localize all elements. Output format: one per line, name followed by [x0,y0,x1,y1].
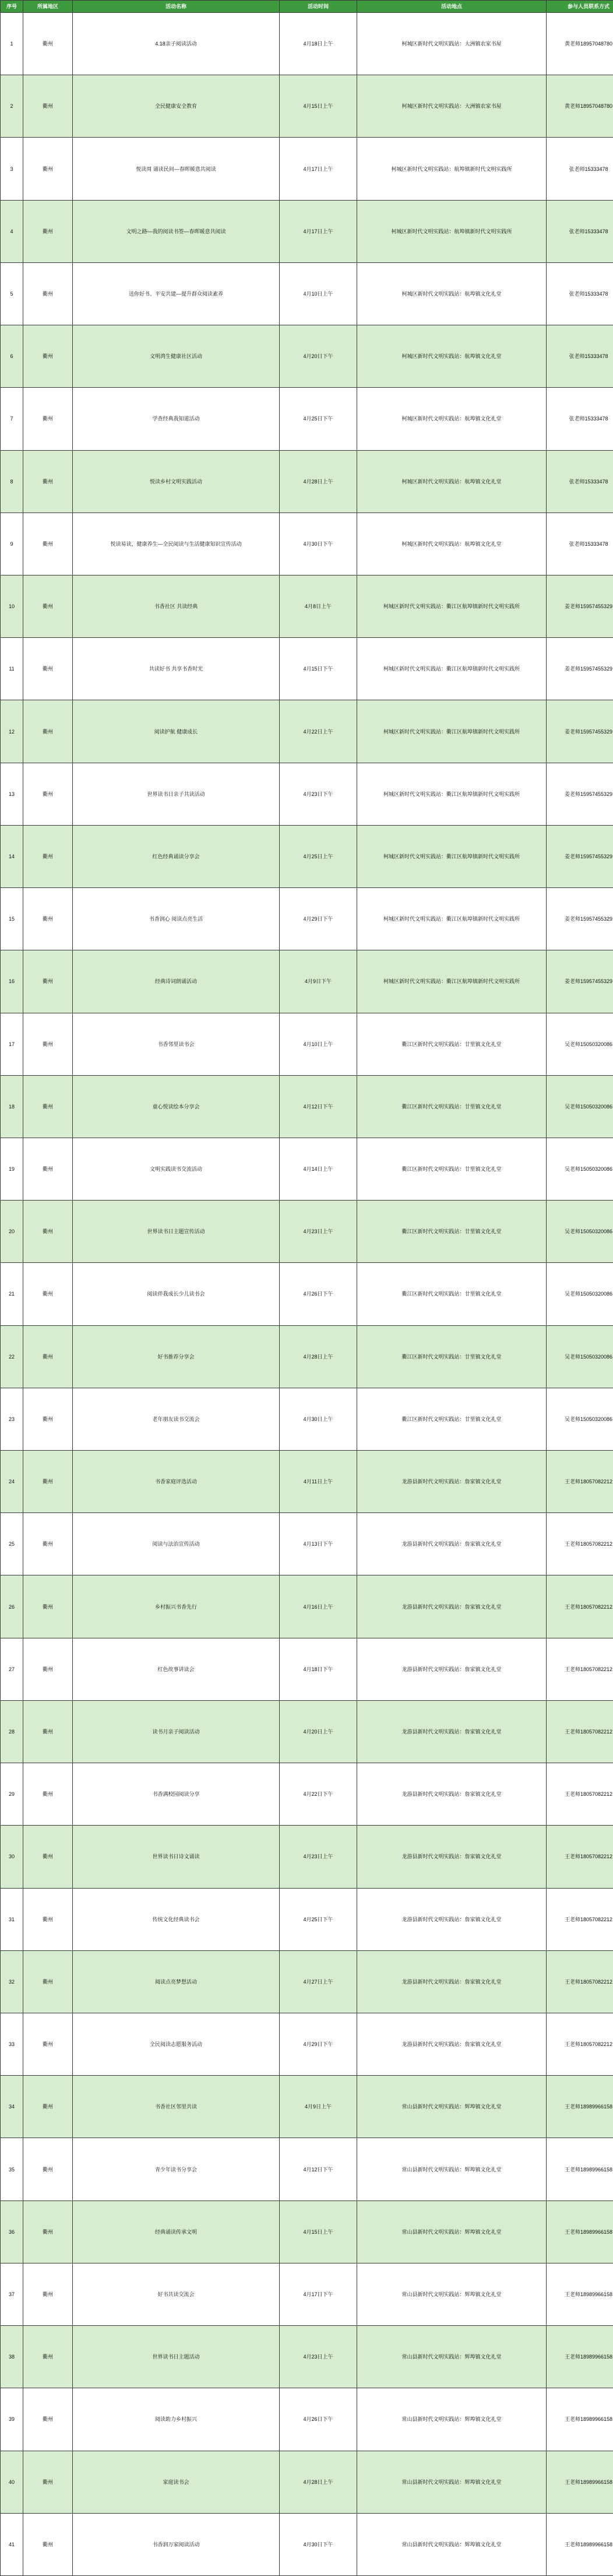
table-cell: 文明实践读书交流活动 [73,1138,280,1200]
table-cell: 吴老师15050320086 [547,1263,613,1325]
table-cell: 20 [1,1201,23,1263]
table-cell: 衢州 [23,138,73,200]
table-cell: 龙游县新时代文明实践站：詹家镇文化礼堂 [357,1638,547,1700]
table-cell: 衢州 [23,1826,73,1888]
table-cell: 衢州 [23,325,73,388]
table-cell: 4月13日下午 [280,1513,357,1575]
table-cell: 吴老师15050320086 [547,1138,613,1200]
table-cell: 4月14日上午 [280,1138,357,1200]
table-row [1,2076,613,2138]
table-cell: 7 [1,388,23,450]
table-cell: 姜老师15957455329 [547,638,613,700]
table-cell: 龙游县新时代文明实践站：詹家镇文化礼堂 [357,1700,547,1763]
table-cell: 柯城区新时代文明实践站：航埠镇新时代文明实践所 [357,200,547,262]
table-cell: 老年朋友读书交流会 [73,1388,280,1450]
table-row [1,1013,613,1075]
table-cell: 4 [1,200,23,262]
table-row [1,2326,613,2388]
table-row [1,2513,613,2575]
table-cell: 1 [1,13,23,75]
table-cell: 吴老师15050320086 [547,1388,613,1450]
table-cell: 王老师18057082212 [547,1451,613,1513]
table-cell: 衢州 [23,888,73,950]
table-cell: 张老师15333478 [547,138,613,200]
table-cell: 4月18日上午 [280,13,357,75]
table-cell: 红色故事讲读会 [73,1638,280,1700]
table-cell: 吴老师15050320086 [547,1201,613,1263]
table-row [1,2263,613,2325]
table-cell: 衢州 [23,1013,73,1075]
header-cell: 活动地点 [357,1,547,13]
table-cell: 红色经典诵读分享会 [73,825,280,887]
table-cell: 吴老师15050320086 [547,1075,613,1138]
table-cell: 37 [1,2263,23,2325]
table-cell: 世界读书日主题宣传活动 [73,1201,280,1263]
table-cell: 柯城区新时代文明实践站：大洲镇农家书屋 [357,13,547,75]
table-cell: 传统文化经典读书会 [73,1888,280,1950]
table-row [1,763,613,825]
table-cell: 4月25日上午 [280,825,357,887]
table-body [1,13,613,2576]
table-cell: 4月26日下午 [280,2388,357,2451]
table-cell: 衢州 [23,1575,73,1638]
table-cell: 衢州 [23,1888,73,1950]
table-cell: 4月30日下午 [280,513,357,575]
table-cell: 4月30日下午 [280,2513,357,2575]
table-cell: 王老师18989966158 [547,2263,613,2325]
table-cell: 4月29日下午 [280,2013,357,2076]
table-row [1,450,613,513]
table-cell: 书香家庭评选活动 [73,1451,280,1513]
table-cell: 衢州 [23,2201,73,2263]
table-cell: 衢江区新时代文明实践站：廿里镇文化礼堂 [357,1075,547,1138]
table-cell: 悦读周 诵读民间—春晖暖意共阅读 [73,138,280,200]
table-cell: 4月16日上午 [280,1575,357,1638]
table-cell: 衢州 [23,575,73,637]
table-cell: 衢州 [23,1201,73,1263]
table-cell: 王老师18989966158 [547,2388,613,2451]
table-cell: 衢江区新时代文明实践站：廿里镇文化礼堂 [357,1201,547,1263]
table-cell: 常山县新时代文明实践站：辉埠镇文化礼堂 [357,2451,547,2513]
table-cell: 书香满校园阅读分享 [73,1763,280,1826]
header-cell: 序号 [1,1,23,13]
table-header-row [1,1,613,13]
table-cell: 4月22日下午 [280,1763,357,1826]
table-cell: 8 [1,450,23,513]
table-cell: 4月28日上午 [280,1325,357,1388]
table-cell: 11 [1,638,23,700]
table-row [1,700,613,763]
table-cell: 4月12日下午 [280,1075,357,1138]
table-cell: 24 [1,1451,23,1513]
table-row [1,1388,613,1450]
table-row [1,1451,613,1513]
table-cell: 好书推荐分享会 [73,1325,280,1388]
table-cell: 4月23日上午 [280,1826,357,1888]
table-cell: 41 [1,2513,23,2575]
table-cell: 3 [1,138,23,200]
table-cell: 龙游县新时代文明实践站：詹家镇文化礼堂 [357,1950,547,2013]
table-cell: 4月26日下午 [280,1263,357,1325]
table-cell: 悦读乡村文明实践活动 [73,450,280,513]
table-cell: 4月23日上午 [280,2326,357,2388]
table-cell: 全民阅读志愿服务活动 [73,2013,280,2076]
table-row [1,1826,613,1888]
table-cell: 12 [1,700,23,763]
table-cell: 学查经典我知道活动 [73,388,280,450]
table-cell: 龙游县新时代文明实践站：詹家镇文化礼堂 [357,1826,547,1888]
table-cell: 22 [1,1325,23,1388]
table-cell: 龙游县新时代文明实践站：詹家镇文化礼堂 [357,2013,547,2076]
table-cell: 衢州 [23,388,73,450]
table-cell: 15 [1,888,23,950]
table-cell: 龙游县新时代文明实践站：詹家镇文化礼堂 [357,1888,547,1950]
table-cell: 柯城区新时代文明实践站：航埠镇新时代文明实践所 [357,138,547,200]
table-row [1,200,613,262]
table-cell: 柯城区新时代文明实践站：衢江区航埠镇新时代文明实践所 [357,638,547,700]
table-cell: 4月25日下午 [280,1888,357,1950]
table-cell: 世界读书日主题活动 [73,2326,280,2388]
table-cell: 衢州 [23,1263,73,1325]
header-cell: 参与人员联系方式 [547,1,613,13]
table-cell: 阅读点亮梦想活动 [73,1950,280,2013]
table-cell: 衢州 [23,2138,73,2201]
table-row [1,138,613,200]
table-cell: 衢州 [23,1763,73,1826]
table-cell: 读书月亲子阅读活动 [73,1700,280,1763]
table-cell: 阅读与法治宣传活动 [73,1513,280,1575]
table-cell: 柯城区新时代文明实践站：衢江区航埠镇新时代文明实践所 [357,888,547,950]
table-cell: 童心悦读绘本分享会 [73,1075,280,1138]
table-cell: 28 [1,1700,23,1763]
table-cell: 黄老师18957048780 [547,75,613,138]
table-cell: 衢江区新时代文明实践站：廿里镇文化礼堂 [357,1388,547,1450]
table-row [1,1700,613,1763]
table-cell: 衢江区新时代文明实践站：廿里镇文化礼堂 [357,1138,547,1200]
table-row [1,388,613,450]
table-cell: 衢州 [23,75,73,138]
table-cell: 衢州 [23,2513,73,2575]
table-cell: 柯城区新时代文明实践站：航埠镇文化礼堂 [357,450,547,513]
table-cell: 姜老师15957455329 [547,950,613,1013]
table-cell: 王老师18057082212 [547,1763,613,1826]
table-cell: 张老师15333478 [547,513,613,575]
table-cell: 共读好书 共享书香时光 [73,638,280,700]
table-cell: 衢州 [23,950,73,1013]
table-cell: 4.18亲子阅读活动 [73,13,280,75]
table-cell: 39 [1,2388,23,2451]
table-cell: 王老师18057082212 [547,1513,613,1575]
table-cell: 王老师18057082212 [547,1826,613,1888]
table-cell: 文明之路—我的阅读书签—春晖暖意共阅读 [73,200,280,262]
table-row [1,2138,613,2201]
table-row [1,75,613,138]
table-cell: 27 [1,1638,23,1700]
table-cell: 4月8日上午 [280,575,357,637]
table-cell: 柯城区新时代文明实践站：大洲镇农家书屋 [357,75,547,138]
table-row [1,825,613,887]
table-cell: 13 [1,763,23,825]
table-cell: 常山县新时代文明实践站：辉埠镇文化礼堂 [357,2138,547,2201]
table-row [1,575,613,637]
table-cell: 30 [1,1826,23,1888]
table-cell: 4月20日上午 [280,1700,357,1763]
table-cell: 26 [1,1575,23,1638]
table-cell: 常山县新时代文明实践站：辉埠镇文化礼堂 [357,2076,547,2138]
table-cell: 2 [1,75,23,138]
table-cell: 龙游县新时代文明实践站：詹家镇文化礼堂 [357,1513,547,1575]
table-cell: 6 [1,325,23,388]
table-row [1,1201,613,1263]
table-cell: 17 [1,1013,23,1075]
table-cell: 张老师15333478 [547,450,613,513]
table-cell: 龙游县新时代文明实践站：詹家镇文化礼堂 [357,1763,547,1826]
table-cell: 龙游县新时代文明实践站：詹家镇文化礼堂 [357,1575,547,1638]
table-cell: 王老师18989966158 [547,2451,613,2513]
table-cell: 吴老师15050320086 [547,1013,613,1075]
table-cell: 4月29日下午 [280,888,357,950]
table-cell: 25 [1,1513,23,1575]
table-cell: 4月10日上午 [280,1013,357,1075]
table-cell: 4月15日上午 [280,75,357,138]
table-cell: 衢江区新时代文明实践站：廿里镇文化礼堂 [357,1325,547,1388]
table-cell: 29 [1,1763,23,1826]
table-cell: 送你好书、平安共建—提升群众阅读素养 [73,262,280,325]
table-cell: 衢州 [23,1325,73,1388]
table-cell: 龙游县新时代文明实践站：詹家镇文化礼堂 [357,1451,547,1513]
table-cell: 王老师18989966158 [547,2076,613,2138]
table-cell: 衢州 [23,763,73,825]
table-cell: 10 [1,575,23,637]
table-cell: 柯城区新时代文明实践站：航埠镇文化礼堂 [357,388,547,450]
table-cell: 常山县新时代文明实践站：辉埠镇文化礼堂 [357,2326,547,2388]
table-cell: 4月10日上午 [280,262,357,325]
table-cell: 文明湾生健康社区活动 [73,325,280,388]
table-cell: 张老师15333478 [547,388,613,450]
table-cell: 衢州 [23,1638,73,1700]
table-cell: 衢江区新时代文明实践站：廿里镇文化礼堂 [357,1263,547,1325]
table-cell: 4月17日上午 [280,200,357,262]
table-cell: 4月17日上午 [280,138,357,200]
table-cell: 衢州 [23,2326,73,2388]
table-cell: 常山县新时代文明实践站：辉埠镇文化礼堂 [357,2388,547,2451]
table-cell: 悦读易读，健康养生—全民阅读与生活健康知识宣传活动 [73,513,280,575]
table-row [1,262,613,325]
table-cell: 书香润心 阅读点亮生活 [73,888,280,950]
table-cell: 衢州 [23,450,73,513]
table-cell: 书香润万家阅读活动 [73,2513,280,2575]
table-cell: 衢州 [23,638,73,700]
table-cell: 衢州 [23,1950,73,2013]
table-cell: 4月9日上午 [280,2076,357,2138]
table-row [1,2201,613,2263]
table-cell: 衢州 [23,2451,73,2513]
table-cell: 4月28日上午 [280,450,357,513]
table-cell: 姜老师15957455329 [547,575,613,637]
table-row [1,13,613,75]
table-row [1,638,613,700]
table-cell: 4月25日下午 [280,388,357,450]
table-cell: 王老师18057082212 [547,1950,613,2013]
table-cell: 阅读助力乡村振兴 [73,2388,280,2451]
table-cell: 常山县新时代文明实践站：辉埠镇文化礼堂 [357,2201,547,2263]
table-cell: 书香社区 共读经典 [73,575,280,637]
table-row [1,950,613,1013]
table-cell: 衢州 [23,1700,73,1763]
header-cell: 活动名称 [73,1,280,13]
table-cell: 4月15日下午 [280,638,357,700]
table-cell: 4月28日上午 [280,2451,357,2513]
header-cell: 活动时间 [280,1,357,13]
table-cell: 衢州 [23,1451,73,1513]
table-row [1,2013,613,2076]
table-cell: 19 [1,1138,23,1200]
table-cell: 衢州 [23,262,73,325]
table-cell: 书香邻里读书会 [73,1013,280,1075]
table-row [1,1950,613,2013]
table-cell: 衢州 [23,825,73,887]
table-cell: 经典诗词朗诵活动 [73,950,280,1013]
table-cell: 32 [1,1950,23,2013]
table-row [1,1513,613,1575]
table-row [1,513,613,575]
table-cell: 常山县新时代文明实践站：辉埠镇文化礼堂 [357,2263,547,2325]
table-cell: 4月12日下午 [280,2138,357,2201]
table-cell: 经典诵读传承文明 [73,2201,280,2263]
table-cell: 常山县新时代文明实践站：辉埠镇文化礼堂 [357,2513,547,2575]
table-cell: 王老师18057082212 [547,1700,613,1763]
header-cell: 所属地区 [23,1,73,13]
table-cell: 34 [1,2076,23,2138]
table-cell: 衢州 [23,2013,73,2076]
table-cell: 世界读书日亲子共读活动 [73,763,280,825]
table-cell: 衢州 [23,1138,73,1200]
table-cell: 衢江区新时代文明实践站：廿里镇文化礼堂 [357,1013,547,1075]
table-cell: 姜老师15957455329 [547,700,613,763]
table-cell: 4月30日上午 [280,1388,357,1450]
table-cell: 柯城区新时代文明实践站：航埠镇文化礼堂 [357,325,547,388]
table-cell: 家庭读书会 [73,2451,280,2513]
table-cell: 16 [1,950,23,1013]
table-cell: 4月9日下午 [280,950,357,1013]
table-cell: 柯城区新时代文明实践站：衢江区航埠镇新时代文明实践所 [357,575,547,637]
table-cell: 张老师15333478 [547,200,613,262]
table-cell: 张老师15333478 [547,262,613,325]
table-cell: 姜老师15957455329 [547,888,613,950]
table-row [1,1763,613,1826]
table-row [1,1325,613,1388]
table-cell: 柯城区新时代文明实践站：衢江区航埠镇新时代文明实践所 [357,763,547,825]
table-cell: 4月11日上午 [280,1451,357,1513]
table-cell: 王老师18989966158 [547,2201,613,2263]
table-cell: 王老师18057082212 [547,1638,613,1700]
table-cell: 40 [1,2451,23,2513]
table-cell: 衢州 [23,1075,73,1138]
table-cell: 21 [1,1263,23,1325]
table-cell: 王老师18989966158 [547,2513,613,2575]
table-cell: 张老师15333478 [547,325,613,388]
table-cell: 衢州 [23,13,73,75]
table-cell: 柯城区新时代文明实践站：航埠镇文化礼堂 [357,262,547,325]
table-cell: 柯城区新时代文明实践站：衢江区航埠镇新时代文明实践所 [357,950,547,1013]
table-row [1,2451,613,2513]
table-cell: 4月27日上午 [280,1950,357,2013]
table-row [1,1075,613,1138]
table-row [1,1575,613,1638]
table-cell: 4月17日下午 [280,2263,357,2325]
table-cell: 衢州 [23,2076,73,2138]
table-cell: 18 [1,1075,23,1138]
table-cell: 柯城区新时代文明实践站：衢江区航埠镇新时代文明实践所 [357,825,547,887]
table-row [1,2388,613,2451]
table-cell: 姜老师15957455329 [547,763,613,825]
table-cell: 柯城区新时代文明实践站：衢江区航埠镇新时代文明实践所 [357,700,547,763]
table-cell: 31 [1,1888,23,1950]
table-cell: 衢州 [23,1513,73,1575]
table-cell: 衢州 [23,2263,73,2325]
table-cell: 衢州 [23,200,73,262]
table-row [1,1138,613,1200]
table-cell: 衢州 [23,1388,73,1450]
table-cell: 衢州 [23,700,73,763]
table-cell: 乡村振兴书香先行 [73,1575,280,1638]
table-cell: 衢州 [23,2388,73,2451]
table-cell: 王老师18989966158 [547,2138,613,2201]
table-cell: 4月15日上午 [280,2201,357,2263]
table-cell: 23 [1,1388,23,1450]
table-cell: 35 [1,2138,23,2201]
table-cell: 柯城区新时代文明实践站：航埠镇文化礼堂 [357,513,547,575]
table-cell: 衢州 [23,513,73,575]
table-cell: 好书共读交流会 [73,2263,280,2325]
table-cell: 33 [1,2013,23,2076]
table-cell: 阅读护航 健康成长 [73,700,280,763]
table-cell: 4月20日下午 [280,325,357,388]
table-row [1,325,613,388]
table-cell: 世界读书日诗文诵读 [73,1826,280,1888]
table-cell: 14 [1,825,23,887]
table-row [1,1638,613,1700]
table-cell: 4月22日上午 [280,700,357,763]
table-cell: 9 [1,513,23,575]
table-row [1,1263,613,1325]
table-cell: 36 [1,2201,23,2263]
table-row [1,1888,613,1950]
table-cell: 王老师18057082212 [547,1575,613,1638]
table-cell: 吴老师15050320086 [547,1325,613,1388]
table-cell: 全民健康安全教育 [73,75,280,138]
table-cell: 青少年读书分享会 [73,2138,280,2201]
table-cell: 38 [1,2326,23,2388]
table-cell: 书香社区邻里共读 [73,2076,280,2138]
table-cell: 王老师18989966158 [547,2326,613,2388]
table-cell: 阅读伴我成长少儿读书会 [73,1263,280,1325]
table-cell: 王老师18057082212 [547,2013,613,2076]
table-cell: 4月23日上午 [280,1201,357,1263]
table-row [1,888,613,950]
table-cell: 王老师18057082212 [547,1888,613,1950]
table-cell: 4月18日下午 [280,1638,357,1700]
table-cell: 黄老师18957048780 [547,13,613,75]
table-cell: 5 [1,262,23,325]
table-cell: 4月23日下午 [280,763,357,825]
table-cell: 姜老师15957455329 [547,825,613,887]
